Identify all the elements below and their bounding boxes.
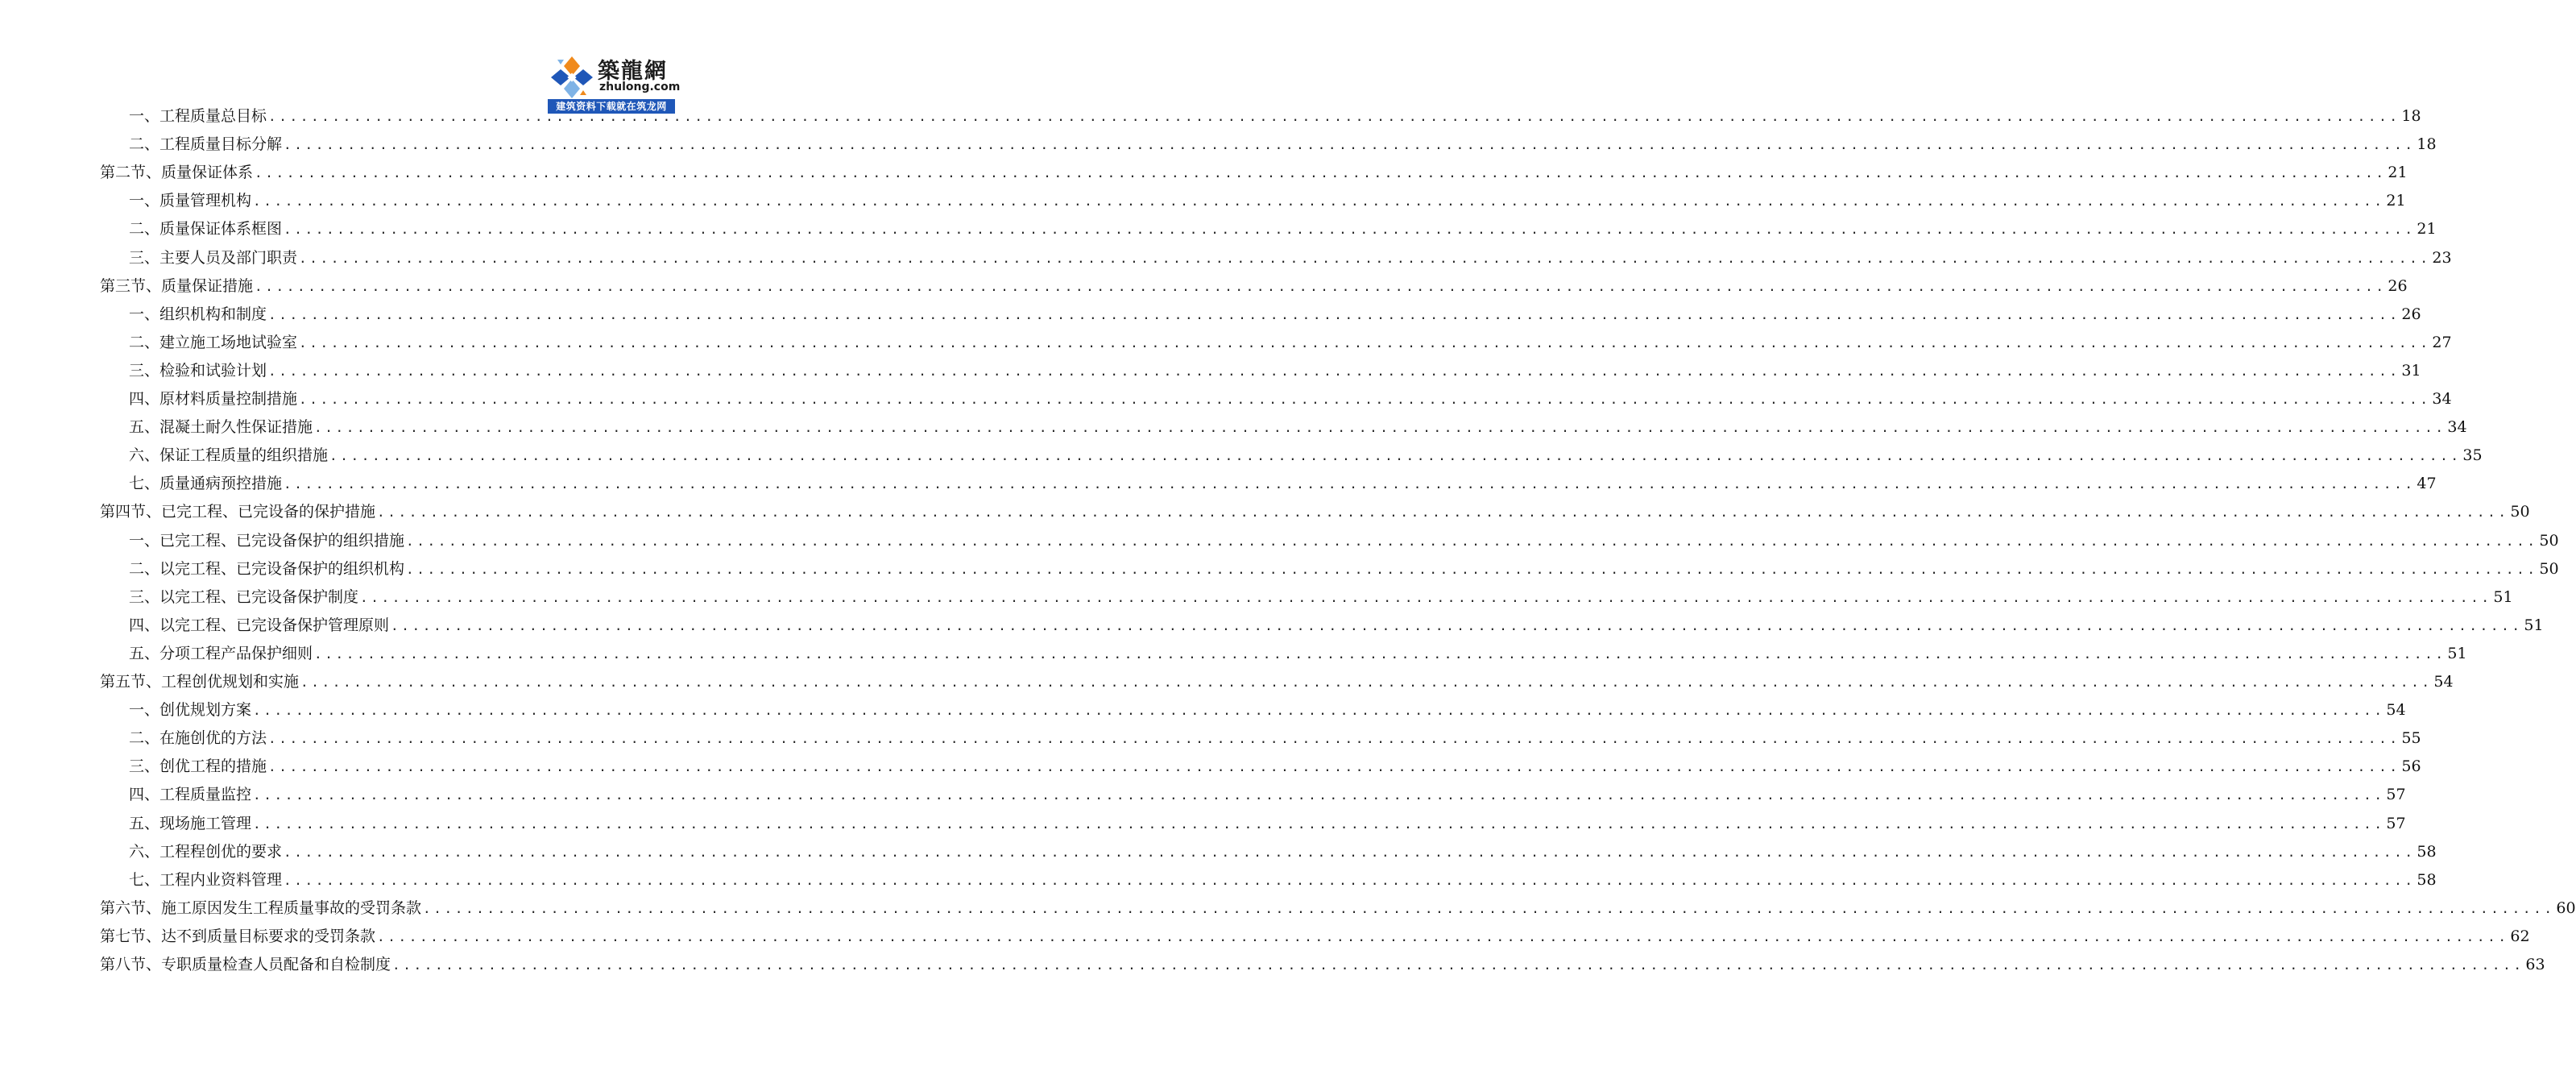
toc-entry-page-number: 31 — [2401, 362, 2421, 380]
toc-entry[interactable] — [129, 866, 2437, 894]
toc-entry-label: 六、保证工程质量的组织措施 — [129, 446, 329, 464]
toc-entry-page-number: 18 — [2417, 135, 2437, 153]
toc-entry[interactable] — [100, 668, 2454, 696]
toc-entry-label: 二、质量保证体系框图 — [129, 220, 283, 238]
toc-entry-label: 第三节、质量保证措施 — [100, 277, 254, 295]
toc-entry-page-number: 21 — [2386, 192, 2406, 210]
toc-entry[interactable] — [100, 951, 2545, 979]
toc-entry-page-number: 23 — [2432, 249, 2452, 267]
toc-dot-leader: ........................................................................................................................................................................................................ — [255, 165, 2387, 180]
toc-entry-label: 第二节、质量保证体系 — [100, 164, 254, 181]
toc-entry-page-number: 57 — [2386, 786, 2406, 803]
toc-entry-page-number: 58 — [2417, 871, 2437, 889]
toc-entry-label: 二、工程质量目标分解 — [129, 135, 283, 153]
toc-entry-label: 五、分项工程产品保护细则 — [129, 645, 313, 662]
toc-entry-page-number: 54 — [2433, 673, 2454, 691]
toc-entry[interactable] — [129, 329, 2452, 357]
toc-entry-label: 三、创优工程的措施 — [129, 757, 267, 775]
toc-entry-label: 三、检验和试验计划 — [129, 362, 267, 380]
toc-entry-label: 一、已完工程、已完设备保护的组织措施 — [129, 532, 405, 550]
toc-entry[interactable] — [129, 640, 2467, 668]
toc-dot-leader: ........................................................................................................................................................................................................ — [268, 109, 2400, 124]
toc-entry[interactable] — [100, 498, 2530, 526]
toc-entry-label: 第五节、工程创优规划和实施 — [100, 673, 300, 691]
toc-entry[interactable] — [129, 102, 2421, 131]
toc-entry[interactable] — [129, 781, 2406, 809]
toc-entry-page-number: 63 — [2525, 956, 2545, 973]
toc-dot-leader: ........................................................................................................................................................................................................ — [300, 674, 2433, 690]
toc-entry-label: 一、组织机构和制度 — [129, 305, 267, 323]
toc-entry-page-number: 18 — [2401, 107, 2421, 125]
toc-entry[interactable] — [129, 385, 2452, 413]
toc-entry-label: 五、混凝土耐久性保证措施 — [129, 418, 313, 436]
toc-entry-label: 第八节、专职质量检查人员配备和自检制度 — [100, 956, 391, 973]
toc-entry-label: 七、工程内业资料管理 — [129, 871, 283, 889]
toc-dot-leader: ........................................................................................................................................................................................................ — [268, 759, 2400, 774]
toc-entry-label: 七、质量通病预控措施 — [129, 475, 283, 492]
toc-entry-page-number: 51 — [2493, 588, 2513, 606]
toc-entry[interactable] — [129, 724, 2421, 753]
toc-dot-leader: ........................................................................................................................................................................................................ — [329, 448, 2462, 463]
toc-entry-label: 一、工程质量总目标 — [129, 107, 267, 125]
toc-entry[interactable] — [129, 470, 2437, 498]
toc-entry-page-number: 35 — [2462, 446, 2483, 464]
toc-entry-page-number: 21 — [2417, 220, 2437, 238]
logo-slogan: 建筑资料下载就在筑龙网 — [548, 99, 675, 114]
toc-entry[interactable] — [100, 272, 2408, 301]
toc-entry-label: 三、以完工程、已完设备保护制度 — [129, 588, 359, 606]
toc-entry-label: 第四节、已完工程、已完设备的保护措施 — [100, 503, 376, 521]
logo-brand-cn: 築龍網 — [598, 59, 668, 84]
toc-dot-leader: ........................................................................................................................................................................................................ — [253, 703, 2385, 718]
toc-entry-page-number: 54 — [2386, 701, 2406, 719]
toc-dot-leader: ........................................................................................................................................................................................................ — [284, 137, 2416, 152]
toc-entry-page-number: 51 — [2447, 645, 2467, 662]
toc-entry[interactable] — [100, 894, 2576, 923]
toc-entry[interactable] — [129, 612, 2544, 640]
toc-entry-label: 六、工程程创优的要求 — [129, 843, 283, 861]
toc-entry-label: 二、在施创优的方法 — [129, 729, 267, 747]
toc-entry-page-number: 62 — [2510, 927, 2530, 945]
toc-dot-leader: ........................................................................................................................................................................................................ — [391, 618, 2523, 633]
toc-entry[interactable] — [129, 753, 2421, 781]
toc-entry-page-number: 21 — [2388, 164, 2408, 181]
toc-dot-leader: ........................................................................................................................................................................................................ — [284, 476, 2416, 492]
toc-entry[interactable] — [129, 131, 2437, 159]
toc-entry-label: 二、以完工程、已完设备保护的组织机构 — [129, 560, 405, 578]
toc-entry-page-number: 26 — [2388, 277, 2408, 295]
toc-entry[interactable] — [129, 187, 2406, 215]
toc-dot-leader: ........................................................................................................................................................................................................ — [406, 562, 2538, 577]
toc-entry-label: 五、现场施工管理 — [129, 815, 252, 832]
toc-dot-leader: ........................................................................................................................................................................................................ — [406, 533, 2538, 549]
toc-dot-leader: ........................................................................................................................................................................................................ — [360, 590, 2492, 605]
toc-dot-leader: ........................................................................................................................................................................................................ — [268, 363, 2400, 379]
toc-entry-page-number: 57 — [2386, 815, 2406, 832]
toc-entry-label: 二、建立施工场地试验室 — [129, 334, 298, 351]
toc-entry-label: 第六节、施工原因发生工程质量事故的受罚条款 — [100, 899, 422, 917]
toc-entry-page-number: 55 — [2401, 729, 2421, 747]
toc-dot-leader: ........................................................................................................................................................................................................ — [255, 279, 2387, 294]
toc-entry-page-number: 34 — [2432, 390, 2452, 408]
toc-dot-leader: ........................................................................................................................................................................................................ — [377, 929, 2509, 944]
toc-entry-label: 一、创优规划方案 — [129, 701, 252, 719]
toc-entry[interactable] — [129, 583, 2513, 612]
toc-entry[interactable] — [129, 555, 2559, 583]
toc-entry[interactable] — [129, 696, 2406, 724]
toc-entry-page-number: 56 — [2401, 757, 2421, 775]
toc-entry[interactable] — [100, 923, 2530, 951]
toc-entry-page-number: 27 — [2432, 334, 2452, 351]
toc-entry[interactable] — [129, 244, 2452, 272]
toc-entry-label: 四、原材料质量控制措施 — [129, 390, 298, 408]
toc-dot-leader: ........................................................................................................................................................................................................ — [253, 193, 2385, 209]
toc-entry-page-number: 34 — [2447, 418, 2467, 436]
toc-dot-leader: ........................................................................................................................................................................................................ — [423, 901, 2555, 916]
toc-entry-page-number: 50 — [2539, 532, 2559, 550]
toc-entry[interactable] — [129, 357, 2421, 385]
toc-dot-leader: ........................................................................................................................................................................................................ — [314, 646, 2446, 662]
toc-entry-page-number: 51 — [2524, 616, 2544, 634]
toc-entry-page-number: 60 — [2556, 899, 2576, 917]
toc-entry-page-number: 47 — [2417, 475, 2437, 492]
toc-entry-label: 四、工程质量监控 — [129, 786, 252, 803]
toc-entry-page-number: 26 — [2401, 305, 2421, 323]
toc-entry-page-number: 50 — [2539, 560, 2559, 578]
toc-dot-leader: ........................................................................................................................................................................................................ — [268, 731, 2400, 746]
toc-dot-leader: ........................................................................................................................................................................................................ — [314, 420, 2446, 435]
toc-entry-label: 三、主要人员及部门职责 — [129, 249, 298, 267]
toc-dot-leader: ........................................................................................................................................................................................................ — [284, 844, 2416, 860]
toc-entry[interactable] — [100, 159, 2408, 187]
toc-dot-leader: ........................................................................................................................................................................................................ — [299, 392, 2431, 407]
zhulong-mark-icon — [549, 55, 594, 100]
toc-entry[interactable] — [129, 301, 2421, 329]
toc-dot-leader: ........................................................................................................................................................................................................ — [253, 816, 2385, 832]
toc-entry-page-number: 50 — [2510, 503, 2530, 521]
toc-dot-leader: ........................................................................................................................................................................................................ — [268, 307, 2400, 322]
toc-dot-leader: ........................................................................................................................................................................................................ — [284, 873, 2416, 888]
toc-entry[interactable] — [129, 442, 2483, 470]
toc-entry[interactable] — [129, 810, 2406, 838]
toc-dot-leader: ........................................................................................................................................................................................................ — [299, 335, 2431, 351]
toc-dot-leader: ........................................................................................................................................................................................................ — [392, 957, 2524, 973]
toc-entry-page-number: 58 — [2417, 843, 2437, 861]
toc-entry-label: 第七节、达不到质量目标要求的受罚条款 — [100, 927, 376, 945]
toc-dot-leader: ........................................................................................................................................................................................................ — [253, 787, 2385, 803]
toc-entry-label: 一、质量管理机构 — [129, 192, 252, 210]
toc-entry-label: 四、以完工程、已完设备保护管理原则 — [129, 616, 390, 634]
toc-entry[interactable] — [129, 838, 2437, 866]
toc-entry[interactable] — [129, 527, 2559, 555]
toc-dot-leader: ........................................................................................................................................................................................................ — [284, 222, 2416, 237]
logo-brand-en: zhulong.com — [599, 81, 681, 93]
logo-top — [548, 50, 681, 98]
toc-entry[interactable] — [129, 215, 2437, 243]
toc-entry[interactable] — [129, 413, 2467, 442]
toc-dot-leader: ........................................................................................................................................................................................................ — [377, 504, 2509, 520]
toc-dot-leader: ........................................................................................................................................................................................................ — [299, 251, 2431, 266]
